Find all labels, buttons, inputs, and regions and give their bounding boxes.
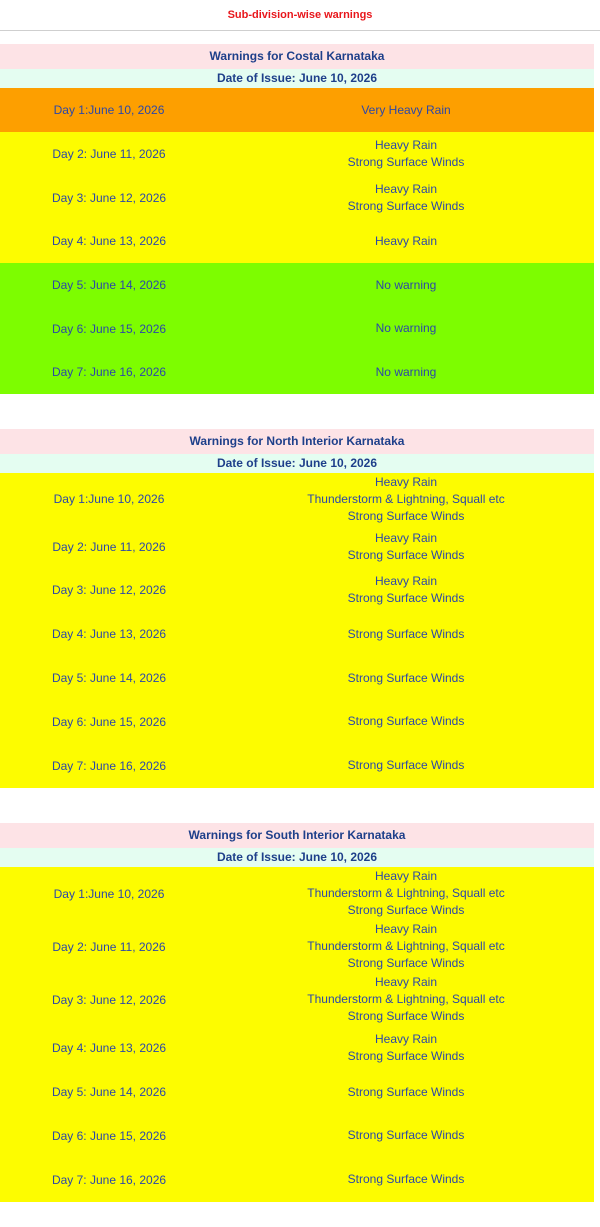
warning-item: Heavy Rain bbox=[374, 922, 438, 936]
warning-list bbox=[218, 757, 594, 774]
warning-item: Strong Surface Winds bbox=[347, 508, 465, 523]
day-label: Day 5: June 14, 2026 bbox=[51, 671, 167, 685]
day-label: Day 7: June 16, 2026 bbox=[51, 1172, 167, 1187]
warning-list bbox=[218, 626, 594, 643]
warning-item: No warning bbox=[375, 321, 437, 335]
warning-list bbox=[218, 233, 594, 250]
warning-item: Heavy Rain bbox=[374, 138, 438, 152]
forecast-row bbox=[0, 350, 594, 394]
warning-item: Thunderstorm & Lightning, Squall etc bbox=[307, 992, 505, 1006]
day-label: Day 6: June 15, 2026 bbox=[51, 1128, 167, 1143]
forecast-row bbox=[0, 88, 594, 132]
section-coastal-karnataka bbox=[0, 44, 594, 394]
warning-list bbox=[218, 1031, 594, 1065]
warning-list bbox=[218, 102, 594, 119]
warning-list bbox=[218, 277, 594, 294]
day-label: Day 1:June 10, 2026 bbox=[53, 492, 165, 506]
warning-list bbox=[218, 474, 594, 525]
warning-list bbox=[218, 364, 594, 381]
warning-item: Strong Surface Winds bbox=[347, 903, 465, 917]
warning-item: Strong Surface Winds bbox=[347, 1084, 465, 1099]
warning-item: Heavy Rain bbox=[374, 574, 438, 588]
warning-item: Strong Surface Winds bbox=[347, 591, 465, 605]
section-title: Warnings for North Interior Karnataka bbox=[0, 429, 594, 454]
forecast-row bbox=[0, 973, 594, 1026]
forecast-row bbox=[0, 1157, 594, 1202]
section-north-interior-karnataka bbox=[0, 429, 594, 788]
day-label: Day 4: June 13, 2026 bbox=[51, 234, 167, 248]
warning-item: Heavy Rain bbox=[374, 181, 438, 196]
forecast-row bbox=[0, 1070, 594, 1114]
day-label: Day 6: June 15, 2026 bbox=[51, 714, 167, 729]
forecast-row bbox=[0, 176, 594, 219]
day-label: Day 2: June 11, 2026 bbox=[52, 147, 166, 161]
warning-list bbox=[218, 868, 594, 919]
warning-list bbox=[218, 713, 594, 730]
forecast-row bbox=[0, 656, 594, 700]
warning-item: Heavy Rain bbox=[374, 530, 438, 545]
forecast-row bbox=[0, 219, 594, 263]
day-label: Day 3: June 12, 2026 bbox=[51, 583, 167, 597]
day-label: Day 7: June 16, 2026 bbox=[51, 758, 167, 773]
forecast-row bbox=[0, 700, 594, 743]
warning-item: Strong Surface Winds bbox=[347, 670, 465, 685]
day-label: Day 3: June 12, 2026 bbox=[51, 992, 167, 1007]
warning-list bbox=[218, 181, 594, 215]
day-label: Day 6: June 15, 2026 bbox=[51, 321, 167, 336]
forecast-row bbox=[0, 612, 594, 656]
warning-list bbox=[218, 670, 594, 687]
section-south-interior-karnataka bbox=[0, 823, 594, 1202]
forecast-row bbox=[0, 1026, 594, 1070]
forecast-row bbox=[0, 132, 594, 176]
warning-list bbox=[218, 137, 594, 171]
warning-item: Strong Surface Winds bbox=[347, 1172, 465, 1186]
warning-item: Strong Surface Winds bbox=[347, 758, 465, 772]
warning-item: Strong Surface Winds bbox=[347, 714, 465, 728]
section-title: Warnings for South Interior Karnataka bbox=[0, 823, 594, 848]
forecast-row bbox=[0, 307, 594, 350]
day-label: Day 2: June 11, 2026 bbox=[52, 539, 166, 554]
warning-item: Heavy Rain bbox=[374, 975, 438, 989]
warning-item: Strong Surface Winds bbox=[347, 1009, 465, 1023]
warning-item: Very Heavy Rain bbox=[361, 102, 451, 117]
day-label: Day 4: June 13, 2026 bbox=[51, 627, 167, 641]
forecast-row bbox=[0, 473, 594, 525]
warning-item: Strong Surface Winds bbox=[347, 198, 465, 213]
day-label: Day 5: June 14, 2026 bbox=[51, 1085, 167, 1099]
day-label: Day 1:June 10, 2026 bbox=[53, 886, 165, 901]
day-label: Day 2: June 11, 2026 bbox=[52, 939, 166, 954]
day-label: Day 7: June 16, 2026 bbox=[51, 365, 167, 379]
day-label: Day 3: June 12, 2026 bbox=[51, 190, 167, 205]
forecast-row bbox=[0, 920, 594, 973]
warning-list bbox=[218, 320, 594, 337]
day-label: Day 4: June 13, 2026 bbox=[51, 1041, 167, 1055]
day-label: Day 5: June 14, 2026 bbox=[51, 278, 167, 292]
warning-item: Strong Surface Winds bbox=[347, 155, 465, 169]
warning-list bbox=[218, 530, 594, 564]
forecast-row bbox=[0, 525, 594, 568]
warning-item: Strong Surface Winds bbox=[347, 547, 465, 562]
warning-list bbox=[218, 1127, 594, 1144]
warning-list bbox=[218, 573, 594, 607]
forecast-row bbox=[0, 867, 594, 920]
issue-date: Date of Issue: June 10, 2026 bbox=[0, 454, 594, 473]
warning-item: No warning bbox=[375, 364, 437, 379]
forecast-row bbox=[0, 743, 594, 788]
warning-item: No warning bbox=[375, 277, 437, 292]
warning-item: Thunderstorm & Lightning, Squall etc bbox=[307, 886, 505, 900]
warning-list bbox=[218, 921, 594, 972]
warning-item: Thunderstorm & Lightning, Squall etc bbox=[307, 939, 505, 953]
warning-item: Heavy Rain bbox=[374, 474, 438, 489]
warning-item: Thunderstorm & Lightning, Squall etc bbox=[307, 491, 505, 506]
warning-item: Heavy Rain bbox=[374, 1032, 438, 1046]
issue-date: Date of Issue: June 10, 2026 bbox=[0, 69, 594, 88]
issue-date: Date of Issue: June 10, 2026 bbox=[0, 848, 594, 867]
page-title: Sub-division-wise warnings bbox=[0, 0, 600, 31]
warning-item: Strong Surface Winds bbox=[347, 1049, 465, 1063]
forecast-row bbox=[0, 1114, 594, 1157]
warning-list bbox=[218, 974, 594, 1025]
day-label: Day 1:June 10, 2026 bbox=[53, 103, 165, 117]
warning-item: Strong Surface Winds bbox=[347, 956, 465, 970]
warning-list bbox=[218, 1171, 594, 1188]
section-title: Warnings for Costal Karnataka bbox=[0, 44, 594, 69]
forecast-row bbox=[0, 568, 594, 612]
warning-list bbox=[218, 1084, 594, 1101]
warning-item: Strong Surface Winds bbox=[347, 626, 465, 641]
forecast-row bbox=[0, 263, 594, 307]
warning-item: Heavy Rain bbox=[374, 869, 438, 883]
warning-item: Heavy Rain bbox=[374, 233, 438, 248]
warning-item: Strong Surface Winds bbox=[347, 1128, 465, 1142]
